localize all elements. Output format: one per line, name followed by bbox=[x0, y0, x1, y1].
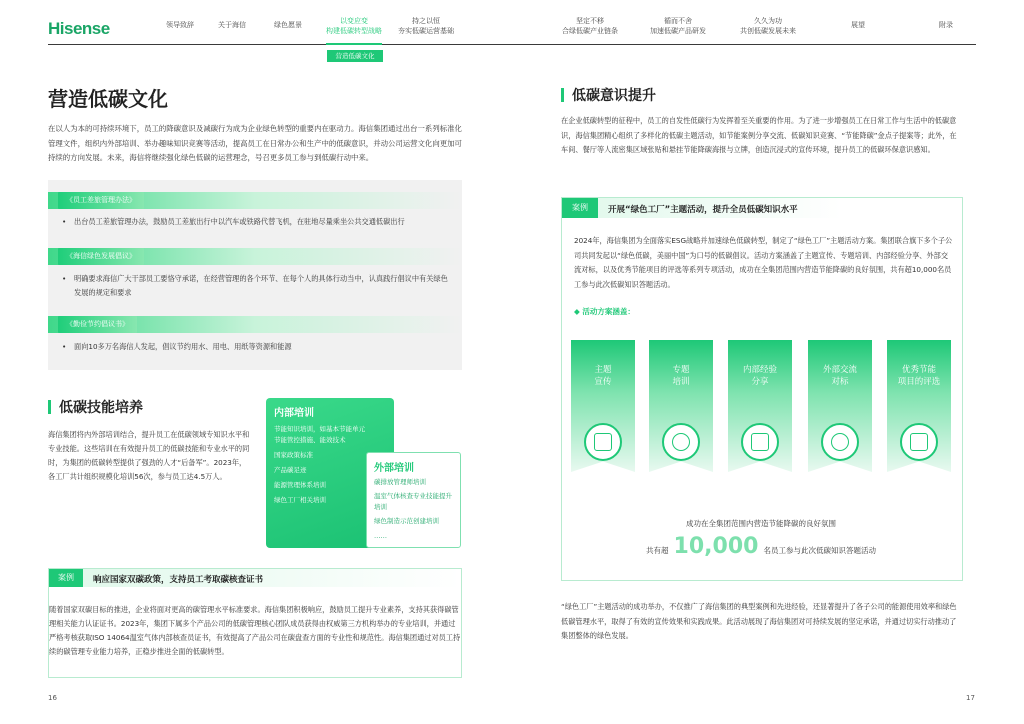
activity-plan-label bbox=[574, 306, 635, 317]
external-training-item-1: 碳排放管理师培训 bbox=[374, 478, 426, 486]
external-training-item-3: 绿色制造示范创建培训 bbox=[374, 517, 439, 525]
megaphone-icon bbox=[584, 423, 622, 461]
bullet-dot: • bbox=[62, 342, 67, 351]
right-case-title: 开展“绿色工厂”主题活动，提升全员低碳知识水平 bbox=[608, 205, 798, 215]
policy-tag-3: 《勤俭节约倡议书》 bbox=[58, 316, 137, 333]
stat-prefix: 共有超 bbox=[645, 546, 669, 555]
activity-label-4-line2: 对标 bbox=[831, 377, 849, 387]
right-intro-paragraph: 在企业低碳转型的征程中，员工的自发性低碳行为发挥着至关重要的作用。为了进一步增强员工在日常工作与生活中的低碳意识，海信集团精心组织了多样化的低碳主题活动，如节能案例分享交流、低碳知识竞赛、“节能降碳”金点子提案等；此外，在车间、餐厅等人流密集区域张贴和悬挂节能降碳海报与立牌，创造沉浸式的宣传环境，提升员工的低碳环保意识感知。 bbox=[561, 116, 957, 154]
right-closing-paragraph: “绿色工厂”主题活动的成功举办，不仅推广了海信集团的典型案例和先进经验，还显著提升了各子公司的能源使用效率和绿色低碳管理水平，取得了有效的宣传效果和实践成果。此活动展现了海信集团对可持续发展的坚定承诺，并通过切实行动推动了集团整体的绿色发展。 bbox=[561, 602, 957, 640]
nav-item-industry-chain-line1: 坚定不移 bbox=[576, 17, 604, 25]
policy-text-3: 面向10多万名海信人发起，倡议节约用水、用电、用纸等资源和能源 bbox=[74, 342, 292, 351]
page-title: 营造低碳文化 bbox=[48, 87, 168, 111]
stat-line bbox=[571, 534, 951, 559]
right-case-text: 2024年，海信集团为全面落实ESG战略并加速绿色低碳转型，制定了“绿色工厂”主题活动方案。集团联合旗下多个子公司共同发起以“绿色低碳，美丽中国”为口号的低碳倡议。活动方案涵盖了主题宣传、专题培训、内部经验分享、外部交流对标，以及优秀节能项目的评选等系列专项活动，成功在全集团范围内营造节能降碳的良好氛围，共有超10,000名员工参与此次低碳知识答题活动。 bbox=[574, 236, 953, 289]
nav-item-green-vision[interactable]: 绿色愿景 bbox=[274, 21, 302, 29]
awareness-heading bbox=[561, 85, 656, 105]
nav-item-strategy[interactable] bbox=[322, 16, 386, 36]
activity-label-4-line1: 外部交流 bbox=[822, 365, 857, 375]
nav-item-about[interactable]: 关于海信 bbox=[218, 21, 246, 29]
nav-item-future-line2: 共创低碳发展未来 bbox=[740, 27, 796, 35]
nav-item-product-rd-line1: 循而不舍 bbox=[664, 17, 692, 25]
case-tag: 案例 bbox=[562, 198, 598, 218]
external-training-title: 外部培训 bbox=[374, 463, 414, 474]
stat-number: 10,000 bbox=[673, 534, 759, 559]
nav-item-industry-chain[interactable] bbox=[558, 16, 622, 36]
nav-item-industry-chain-line2: 合绿低碳产业链条 bbox=[562, 27, 618, 35]
nav-item-strategy-line1: 以变应变 bbox=[340, 17, 368, 25]
internal-training-item-3: 产品碳足迹 bbox=[274, 466, 307, 474]
case-tag: 案例 bbox=[49, 569, 83, 587]
activity-label-3 bbox=[728, 364, 792, 388]
activity-label-1 bbox=[571, 364, 635, 388]
diamond-icon: ◆ bbox=[574, 307, 580, 316]
result-line: 成功在全集团范围内营造节能降碳的良好氛围 bbox=[686, 519, 836, 528]
policy-tag-2: 《海信绿色发展倡议》 bbox=[58, 248, 144, 265]
left-intro-paragraph: 在以人为本的可持续环境下，员工的降碳意识及减碳行为成为企业绿色转型的重要内在驱动力。海信集团通过出台一系列标准化管理文件，组织内外部培训、举办趣味知识竞赛等活动，提高员工在日常办公和生产中的低碳意识，并动公司运营文化向更加可持续的方向发展。未来，海信将继续强化绿色低碳的运营理念，号召更多员工参与到低碳行动中来。 bbox=[48, 124, 462, 162]
nav-item-future[interactable] bbox=[736, 16, 800, 36]
exchange-icon bbox=[821, 423, 859, 461]
nav-item-product-rd-line2: 加速低碳产品研发 bbox=[650, 27, 706, 35]
hisense-logo[interactable]: Hisense bbox=[48, 19, 110, 38]
nav-item-product-rd[interactable] bbox=[646, 16, 710, 36]
policy-box bbox=[48, 180, 462, 370]
nav-item-future-line1: 久久为功 bbox=[754, 17, 782, 25]
internal-training-title: 内部培训 bbox=[274, 408, 314, 419]
nav-item-strategy-line2: 构建低碳转型战略 bbox=[326, 27, 382, 35]
nav-item-operation-line2: 夯实低碳运营基础 bbox=[398, 27, 454, 35]
policy-text-2: 明确要求海信广大干部员工要恪守承诺，在经营管理的各个环节、在每个人的具体行动当中，认真践行倡议中有关绿色发展的规定和要求 bbox=[74, 274, 448, 297]
internal-training-item-5: 绿色工厂相关培训 bbox=[274, 496, 326, 504]
stat-suffix: 名员工参与此次低碳知识答题活动 bbox=[763, 546, 877, 555]
policy-bullet-1 bbox=[62, 215, 452, 229]
bullet-dot: • bbox=[62, 274, 67, 283]
activity-label-2-line2: 培训 bbox=[672, 377, 690, 387]
heading-accent-bar bbox=[48, 400, 51, 414]
skills-title: 低碳技能培养 bbox=[59, 400, 143, 416]
bullet-dot: • bbox=[62, 217, 67, 226]
activity-label-4 bbox=[808, 364, 872, 388]
left-case-title: 响应国家双碳政策，支持员工考取碳核查证书 bbox=[93, 575, 264, 585]
policy-bullet-2 bbox=[62, 272, 452, 300]
share-icon bbox=[741, 423, 779, 461]
activity-label-2-line1: 专题 bbox=[672, 365, 690, 375]
activity-label-5-line2: 项目的评选 bbox=[897, 377, 941, 387]
nav-item-leader-speech[interactable]: 领导致辞 bbox=[166, 21, 194, 29]
activity-label-5 bbox=[887, 364, 951, 388]
skills-heading bbox=[48, 397, 143, 417]
external-training-item-4: …… bbox=[374, 532, 387, 540]
activity-label-1-line1: 主题 bbox=[594, 365, 612, 375]
nav-active-underline bbox=[326, 43, 382, 45]
activity-label-1-line2: 宣传 bbox=[594, 377, 612, 387]
award-icon bbox=[900, 423, 938, 461]
training-icon bbox=[662, 423, 700, 461]
internal-training-item-1: 节能知识培训，如基本节能单元节能管控措施、能效技术 bbox=[274, 425, 365, 444]
nav-subtab-active[interactable]: 营造低碳文化 bbox=[327, 50, 383, 62]
nav-item-appendix[interactable]: 附录 bbox=[939, 21, 953, 29]
activity-plan-text: 活动方案涵盖： bbox=[582, 307, 635, 316]
policy-bullet-3 bbox=[62, 340, 452, 354]
awareness-title: 低碳意识提升 bbox=[572, 88, 656, 104]
activity-label-5-line1: 优秀节能 bbox=[901, 365, 936, 375]
nav-divider bbox=[48, 44, 976, 45]
policy-tag-1: 《员工差旅管理办法》 bbox=[58, 192, 144, 209]
internal-training-item-4: 能源管理体系培训 bbox=[274, 481, 326, 489]
nav-item-operation[interactable] bbox=[394, 16, 458, 36]
internal-training-item-2: 国家政策标准 bbox=[274, 451, 313, 459]
left-case-box bbox=[48, 568, 462, 678]
page-number-left: 16 bbox=[48, 694, 57, 702]
activity-label-3-line1: 内部经验 bbox=[742, 365, 777, 375]
policy-text-1: 出台员工差旅管理办法，鼓励员工差旅出行中以汽车或铁路代替飞机，在驻地尽量乘坐公共交通低碳出行 bbox=[74, 217, 405, 226]
page-number-right: 17 bbox=[966, 694, 975, 702]
left-case-text: 随着国家双碳目标的推进，企业将面对更高的碳管理水平标准要求。海信集团积极响应，鼓励员工提升专业素养，支持其获得碳管理相关能力认证证书。2023年，集团下属多个产品公司的低碳管理核心团队成员获得由权威第三方机构举办的专业培训，并通过严格考核获取ISO 14064温室气体内部核查员证书，有效提高了产品公司在碳盘查方面的专业性和规范性。海信集团通过对员工持续的碳管理专业能力培养，正稳步推进全面的低碳转型。 bbox=[49, 605, 461, 656]
activity-label-2 bbox=[649, 364, 713, 388]
skills-paragraph: 海信集团将内外部培训结合，提升员工在低碳领域专知识水平和专业技能。这些培训在有效提升员工的低碳技能和专业水平的同时，为集团的低碳转型提供了强劲的人才“后备军”。2023年，各工厂共计组织规模化培训56次，参与员工达4.5万人。 bbox=[48, 430, 250, 481]
external-training-card bbox=[366, 452, 461, 548]
external-training-item-2: 温室气体核查专业技能提升培训 bbox=[374, 492, 452, 511]
nav-item-operation-line1: 持之以恒 bbox=[412, 17, 440, 25]
nav-item-outlook[interactable]: 展望 bbox=[851, 21, 865, 29]
activity-label-3-line2: 分享 bbox=[751, 377, 769, 387]
heading-accent-bar bbox=[561, 88, 564, 102]
